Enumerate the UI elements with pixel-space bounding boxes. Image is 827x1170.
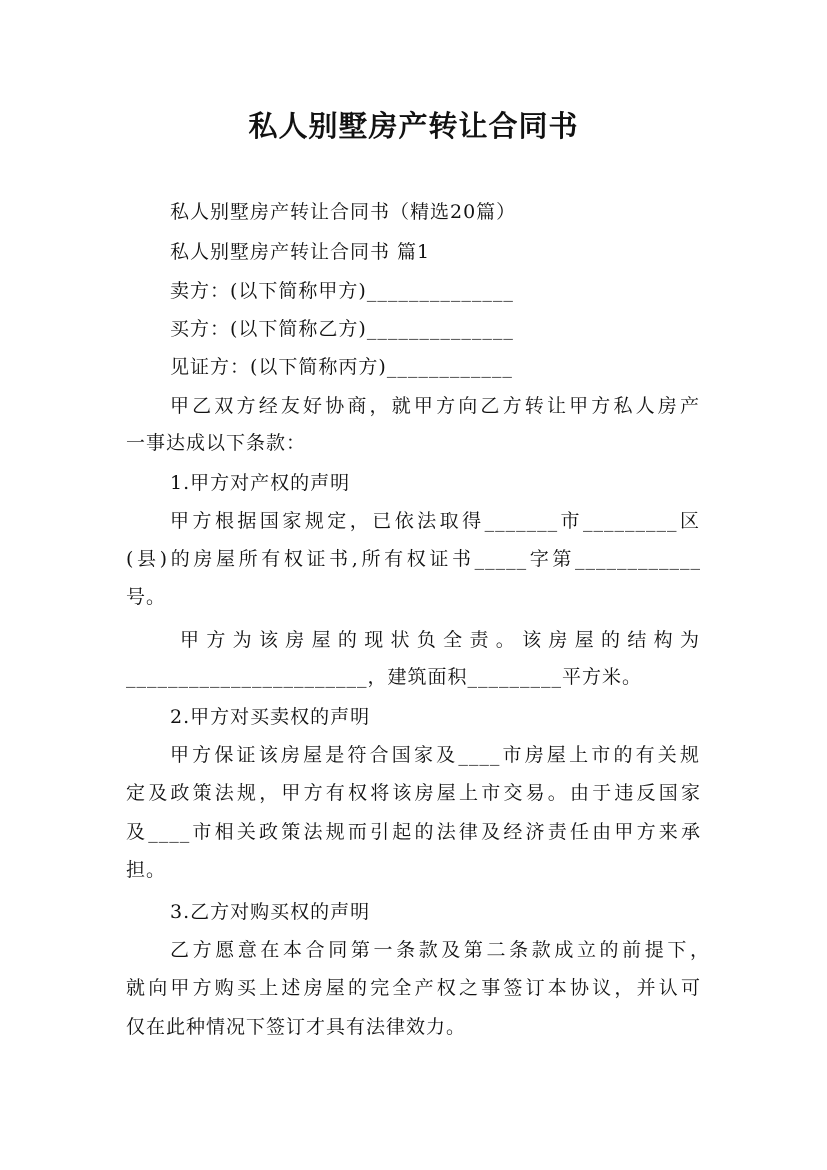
clause-heading: 2.甲方对买卖权的声明 (170, 706, 371, 728)
paragraph-line: 担。 (126, 859, 167, 881)
paragraph-line: _______________________，建筑面积_________平方米。 (126, 666, 643, 688)
paragraph-line: 甲方为该房屋的现状负全责。该房屋的结构为 (180, 629, 700, 651)
paragraph-line: 甲乙双方经友好协商，就甲方向乙方转让甲方私人房产 (170, 395, 700, 417)
clause-heading: 3.乙方对购买权的声明 (170, 901, 371, 923)
paragraph-line: 仅在此种情况下签订才具有法律效力。 (126, 1016, 467, 1038)
document-title: 私人别墅房产转让合同书 (248, 109, 579, 143)
paragraph-line: 甲方根据国家规定，已依法取得_______市_________区 (170, 510, 700, 532)
paragraph-line: 乙方愿意在本合同第一条款及第二条款成立的前提下， (170, 939, 710, 961)
witness-line: 见证方：(以下简称丙方)____________ (170, 356, 513, 378)
seller-line: 卖方：(以下简称甲方)______________ (170, 280, 514, 302)
section-heading: 私人别墅房产转让合同书 篇1 (170, 241, 431, 263)
clause-heading: 1.甲方对产权的声明 (170, 472, 351, 494)
paragraph-line: 及____市相关政策法规而引起的法律及经济责任由甲方来承 (126, 821, 701, 843)
paragraph-line: (县)的房屋所有权证书,所有权证书_____字第____________ (126, 548, 701, 570)
paragraph-line: 一事达成以下条款： (126, 432, 307, 454)
paragraph-line: 定及政策法规，甲方有权将该房屋上市交易。由于违反国家 (126, 782, 701, 804)
paragraph-line: 就向甲方购买上述房屋的完全产权之事签订本协议，并认可 (126, 977, 701, 999)
paragraph-line: 号。 (126, 586, 167, 608)
paragraph-line: 甲方保证该房屋是符合国家及____市房屋上市的有关规 (170, 744, 700, 766)
buyer-line: 买方：(以下简称乙方)______________ (170, 318, 514, 340)
subtitle-line: 私人别墅房产转让合同书（精选20篇） (170, 201, 517, 223)
